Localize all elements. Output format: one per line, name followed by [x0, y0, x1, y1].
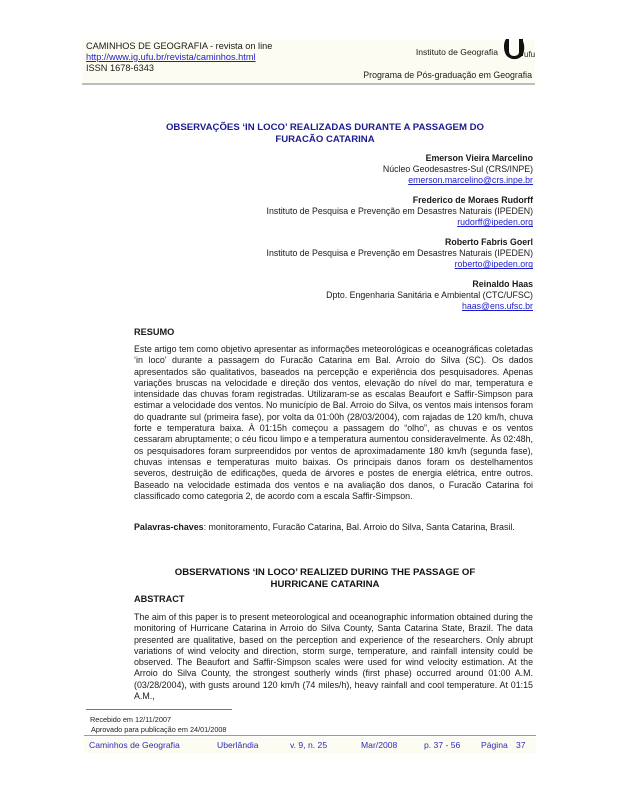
author-affiliation: Instituto de Pesquisa e Prevenção em Desastres Naturais (IPEDEN) [266, 248, 533, 259]
ufu-logo-icon [503, 37, 525, 60]
author-email-link[interactable]: rudorff@ipeden.org [457, 217, 533, 228]
resumo-text: Este artigo tem como objetivo apresentar as informações meteorológicas e oceanográficas coletadas ‘in loco’ durante a passagem do Furacão Catarina em Bal. Arroio do Silva (SC). Os dados apresentados são qualitativos, baseados na percepção e experiência dos pesquisadores. Apenas variações bruscas na velocidade e direção dos ventos, elevação do nível do mar, temperatura e intensidade das chuvas foram registradas. Utilizaram-se as escalas Beaufort e Saffir-Simpson para estimar a velocidade dos ventos. No município de Bal. Arroio do Silva, os ventos mais intensos foram do quadrante sul (primeira fase), por volta da 01:00h (28/03/2004), com rajadas de 120 km/h, chuva forte e temperatura baixa. À 01:15h começou a passagem do “olho”, as chuvas e os ventos cessaram abruptamente; o céu ficou limpo e a temperatura aumentou consideravelmente. Às 02:48h, os pesquisadores foram surpreendidos por ventos de aproximadamente 180 km/h (segunda fase), chuvas intensas e temperaturas muito baixas. Os principais danos foram os destelhamentos severos, destruição de edificações, queda de árvores e postes de energia elétrica, entre outros. Baseado na velocidade estimada dos ventos e na avaliação dos danos, o Furacão Catarina foi classificado como categoria 2, de acordo com a escala Saffir-Simpson. [134, 344, 533, 501]
author-affiliation: Instituto de Pesquisa e Prevenção em Desastres Naturais (IPEDEN) [266, 206, 533, 217]
author-name: Frederico de Moraes Rudorff [412, 195, 533, 205]
author-name: Roberto Fabris Goerl [445, 237, 533, 247]
author-block [200, 195, 533, 229]
keywords-label: Palavras-chaves [134, 522, 204, 532]
author-name: Reinaldo Haas [472, 279, 533, 289]
author-block [200, 153, 533, 187]
journal-name: CAMINHOS DE GEOGRAFIA - revista on line [86, 41, 273, 51]
footer-volume: v. 9, n. 25 [290, 740, 328, 750]
journal-header [86, 41, 272, 74]
resumo-heading: RESUMO [134, 327, 175, 337]
title-en-line-2: HURRICANE CATARINA [270, 578, 380, 590]
footer-date: Mar/2008 [361, 740, 398, 750]
journal-url-link[interactable]: http://www.ig.ufu.br/revista/caminhos.html [86, 52, 256, 62]
author-email-link[interactable]: haas@ens.ufsc.br [461, 301, 533, 312]
approved-date: Aprovado para publicação em 24/01/2008 [91, 725, 227, 734]
ufu-label: ufu [524, 50, 536, 59]
author-block [200, 237, 533, 271]
author-affiliation: Dpto. Engenharia Sanitária e Ambiental (CTC/UFSC) [326, 290, 533, 301]
received-date: Recebido em 12/11/2007 [90, 715, 171, 724]
footer-divider [84, 735, 536, 736]
author-block [200, 279, 533, 313]
footer-journal: Caminhos de Geografia [89, 740, 180, 750]
abstract-text: The aim of this paper is to present meteorological and oceanographic information obtained during the monitoring of Hurricane Catarina in Arroio do Silva County, Santa Catarina State, Brazil. The data presented are qualitative, based on the perception and experience of the researchers. Only abrupt variations of wind velocity and direction, storm surge, temperature, and rainfall intensity could be observed. The Beaufort and Saffir-Simpson scales were used for wind velocity estimation. At the Arroio do Silva County, the strongest southerly winds (first phase) occurred around 01:00 A.M. (03/28/2004), with gusts around 120 km/h (74 miles/h), heavy rainfall and cool temperature. At 01:15 A.M., [134, 612, 533, 702]
footer-pages: p. 37 - 56 [424, 740, 461, 750]
author-affiliation: Núcleo Geodesastres-Sul (CRS/INPE) [382, 164, 533, 175]
institute-name: Instituto de Geografia [415, 47, 498, 57]
keywords [134, 522, 533, 533]
issn: ISSN 1678-6343 [86, 63, 154, 73]
author-name: Emerson Vieira Marcelino [425, 153, 533, 163]
title-pt-line-1: OBSERVAÇÕES ‘IN LOCO’ REALIZADAS DURANTE A PASSAGEM DO [165, 122, 485, 133]
title-pt-line-2: FURACÃO CATARINA [275, 133, 375, 145]
footnote-divider [86, 709, 232, 710]
footer-page-number: 37 [516, 740, 526, 750]
article-title-pt [100, 122, 550, 145]
footer-page-label: Página [481, 740, 508, 750]
author-email-link[interactable]: roberto@ipeden.org [454, 259, 533, 270]
keywords-list: : monitoramento, Furacão Catarina, Bal. Arroio do Silva, Santa Catarina, Brasil. [203, 522, 515, 532]
program-name: Programa de Pós-graduação em Geografia [363, 70, 532, 80]
author-email-link[interactable]: emerson.marcelino@crs.inpe.br [408, 175, 533, 186]
footer-city: Uberlândia [217, 740, 259, 750]
article-title-en [110, 567, 540, 590]
title-en-line-1: OBSERVATIONS ‘IN LOCO’ REALIZED DURING THE PASSAGE OF [174, 567, 476, 578]
abstract-heading: ABSTRACT [134, 594, 185, 604]
